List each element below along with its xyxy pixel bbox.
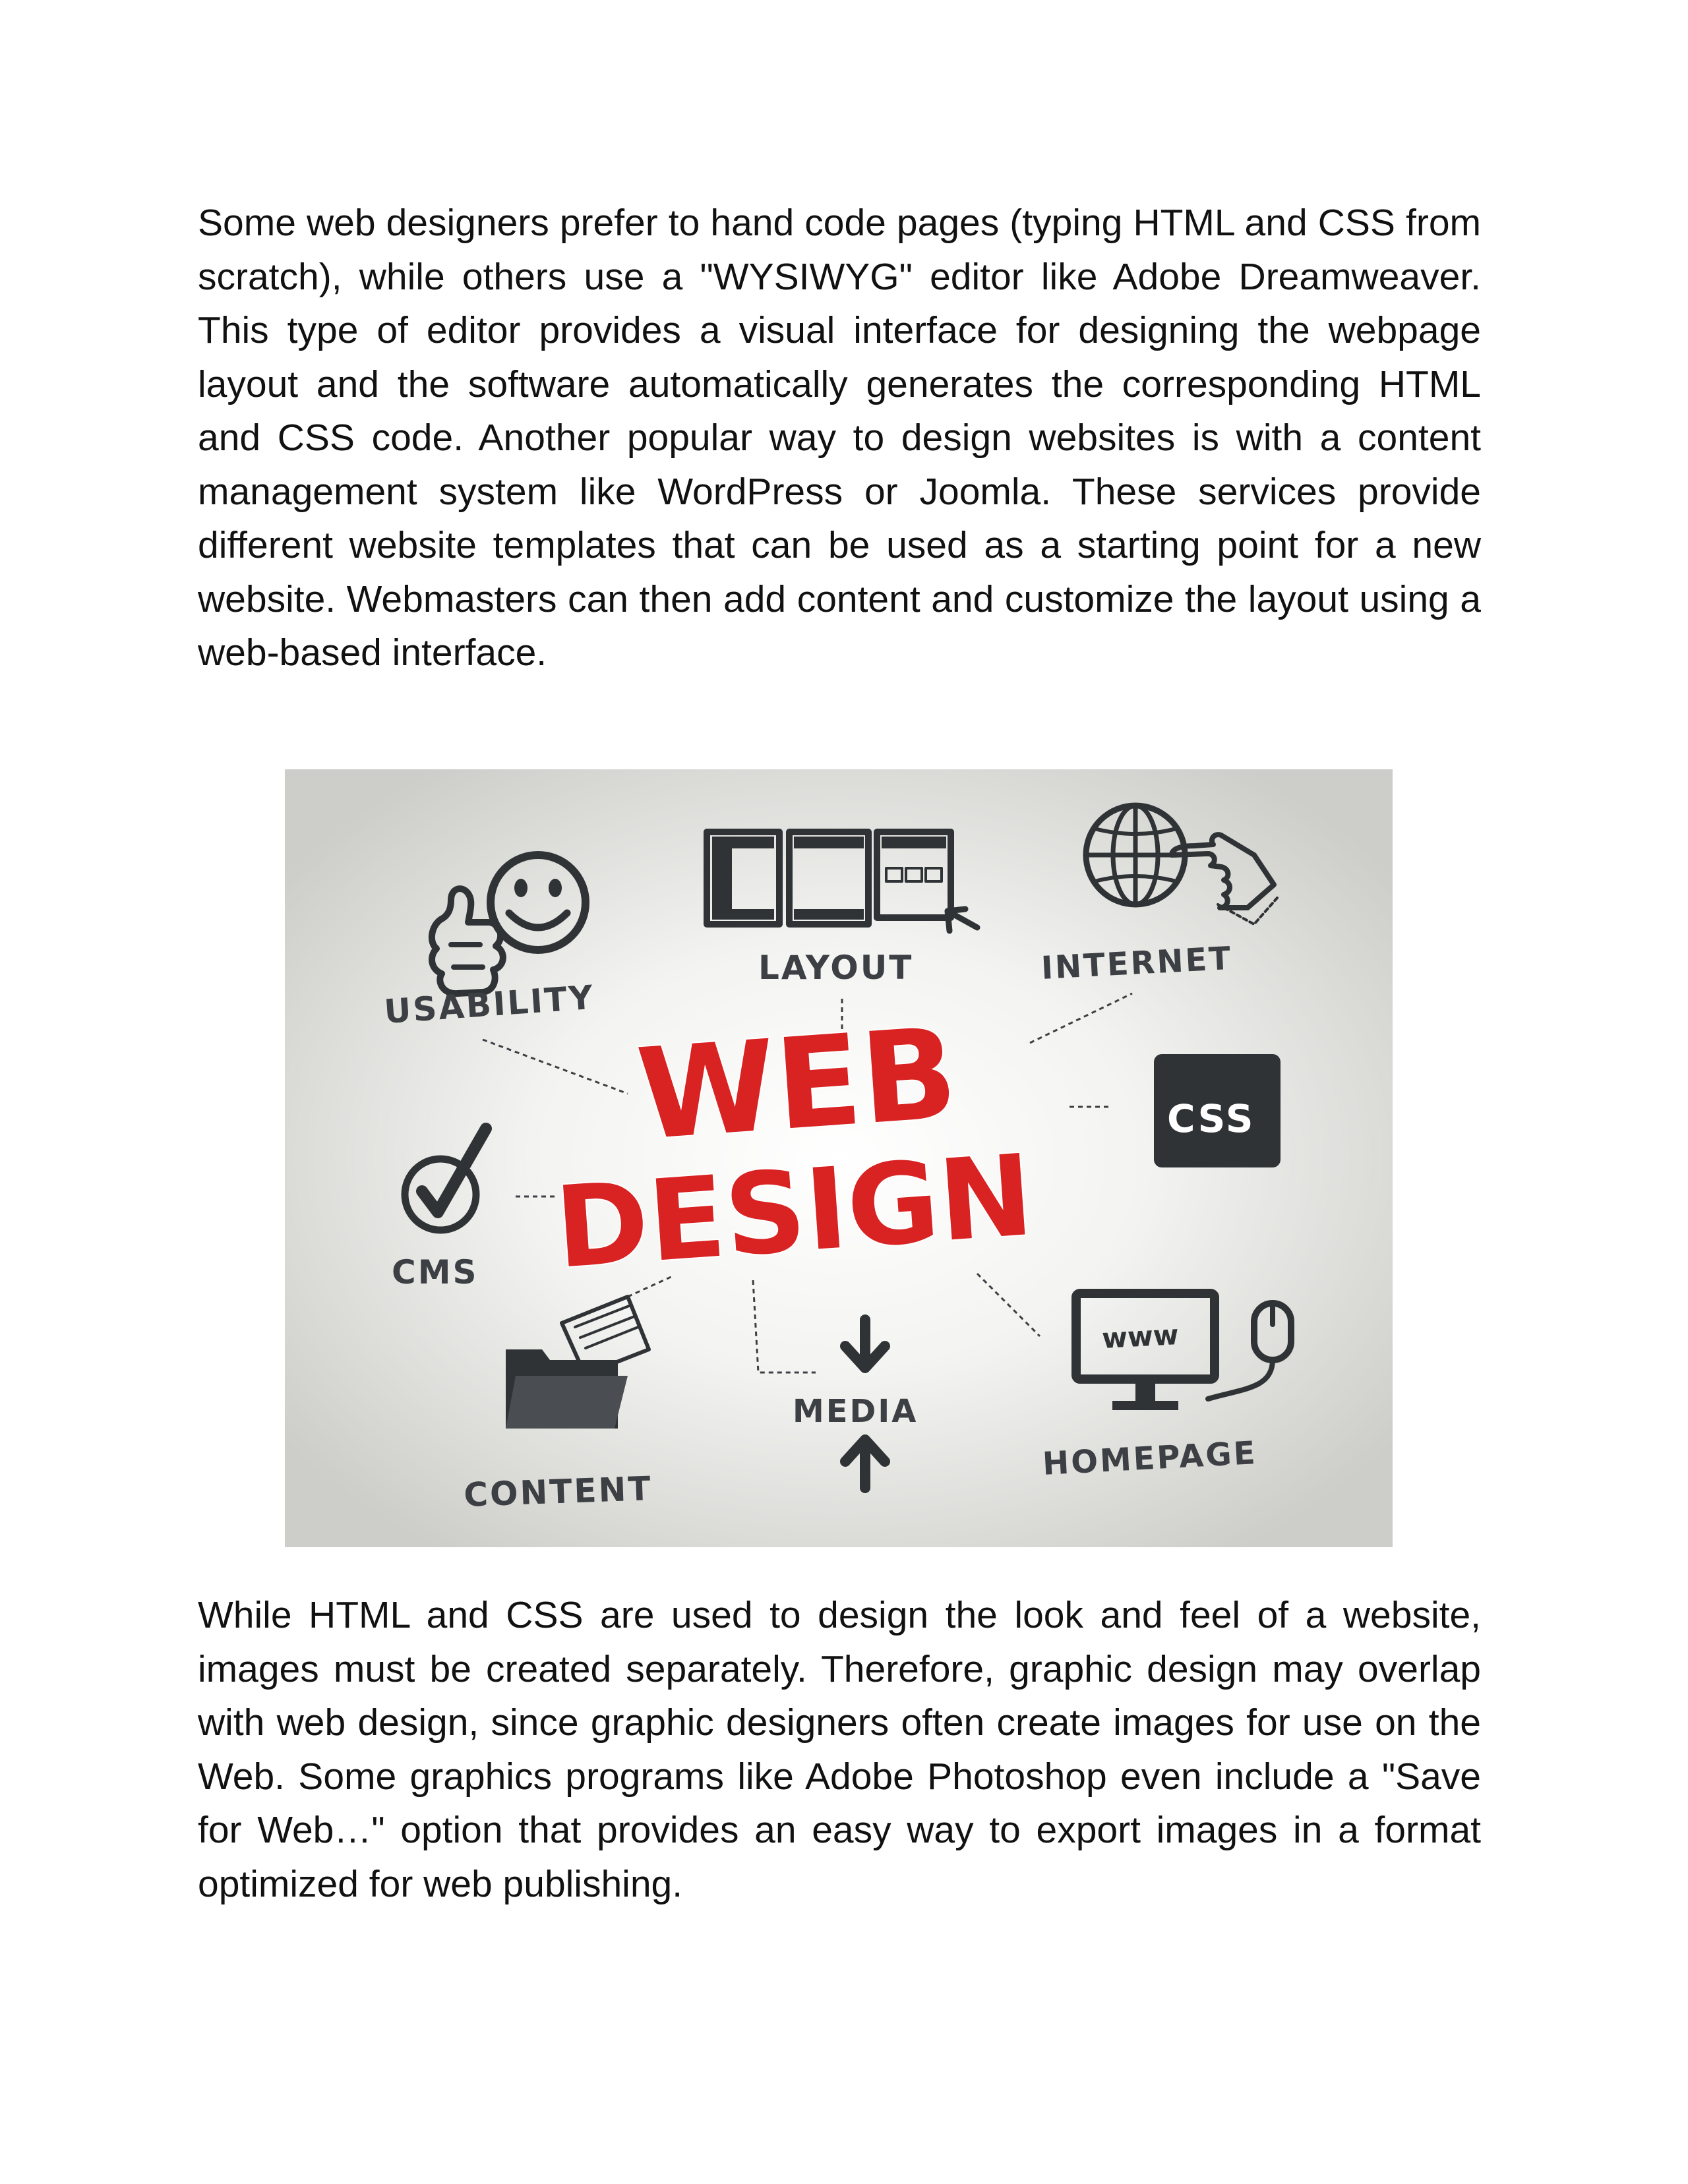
label-cms: CMS [392, 1253, 479, 1291]
label-homepage: HOMEPAGE [1041, 1434, 1258, 1483]
label-media: MEDIA [793, 1393, 919, 1430]
label-usability: USABILITY [382, 978, 596, 1031]
title-design: DESIGN [551, 1130, 1037, 1294]
label-www: www [1100, 1318, 1180, 1355]
title-web: WEB [632, 1000, 962, 1168]
body-paragraph-2: While HTML and CSS are used to design the look and feel of a website, images must be created separately. Therefore, graphic design may overlap with web design, since graphic designers often create images for use on the Web. Some graphics programs like Adobe Photoshop even include a "Save for Web…" option that provides an easy way to export images in a format optimized for web publishing. [198, 1594, 1481, 1905]
label-internet: INTERNET [1040, 939, 1234, 987]
web-design-figure [285, 769, 1393, 1547]
css-badge [1154, 1054, 1281, 1167]
body-paragraph-1: Some web designers prefer to hand code pages (typing HTML and CSS from scratch), while others use a "WYSIWYG" editor like Adobe Dreamweaver. This type of editor provides a visual interface for designing the webpage layout and the software automatically generates the corresponding HTML and CSS code. Another popular way to design websites is with a content management system like WordPress or Joomla. These services provide different website templates that can be used as a starting point for a new website. Webmasters can then add content and customize the layout using a web-based interface. [198, 202, 1481, 674]
label-css: CSS [1167, 1096, 1255, 1141]
label-layout: LAYOUT [758, 949, 914, 987]
label-content: CONTENT [463, 1469, 653, 1514]
web-design-illustration [285, 769, 1393, 1547]
